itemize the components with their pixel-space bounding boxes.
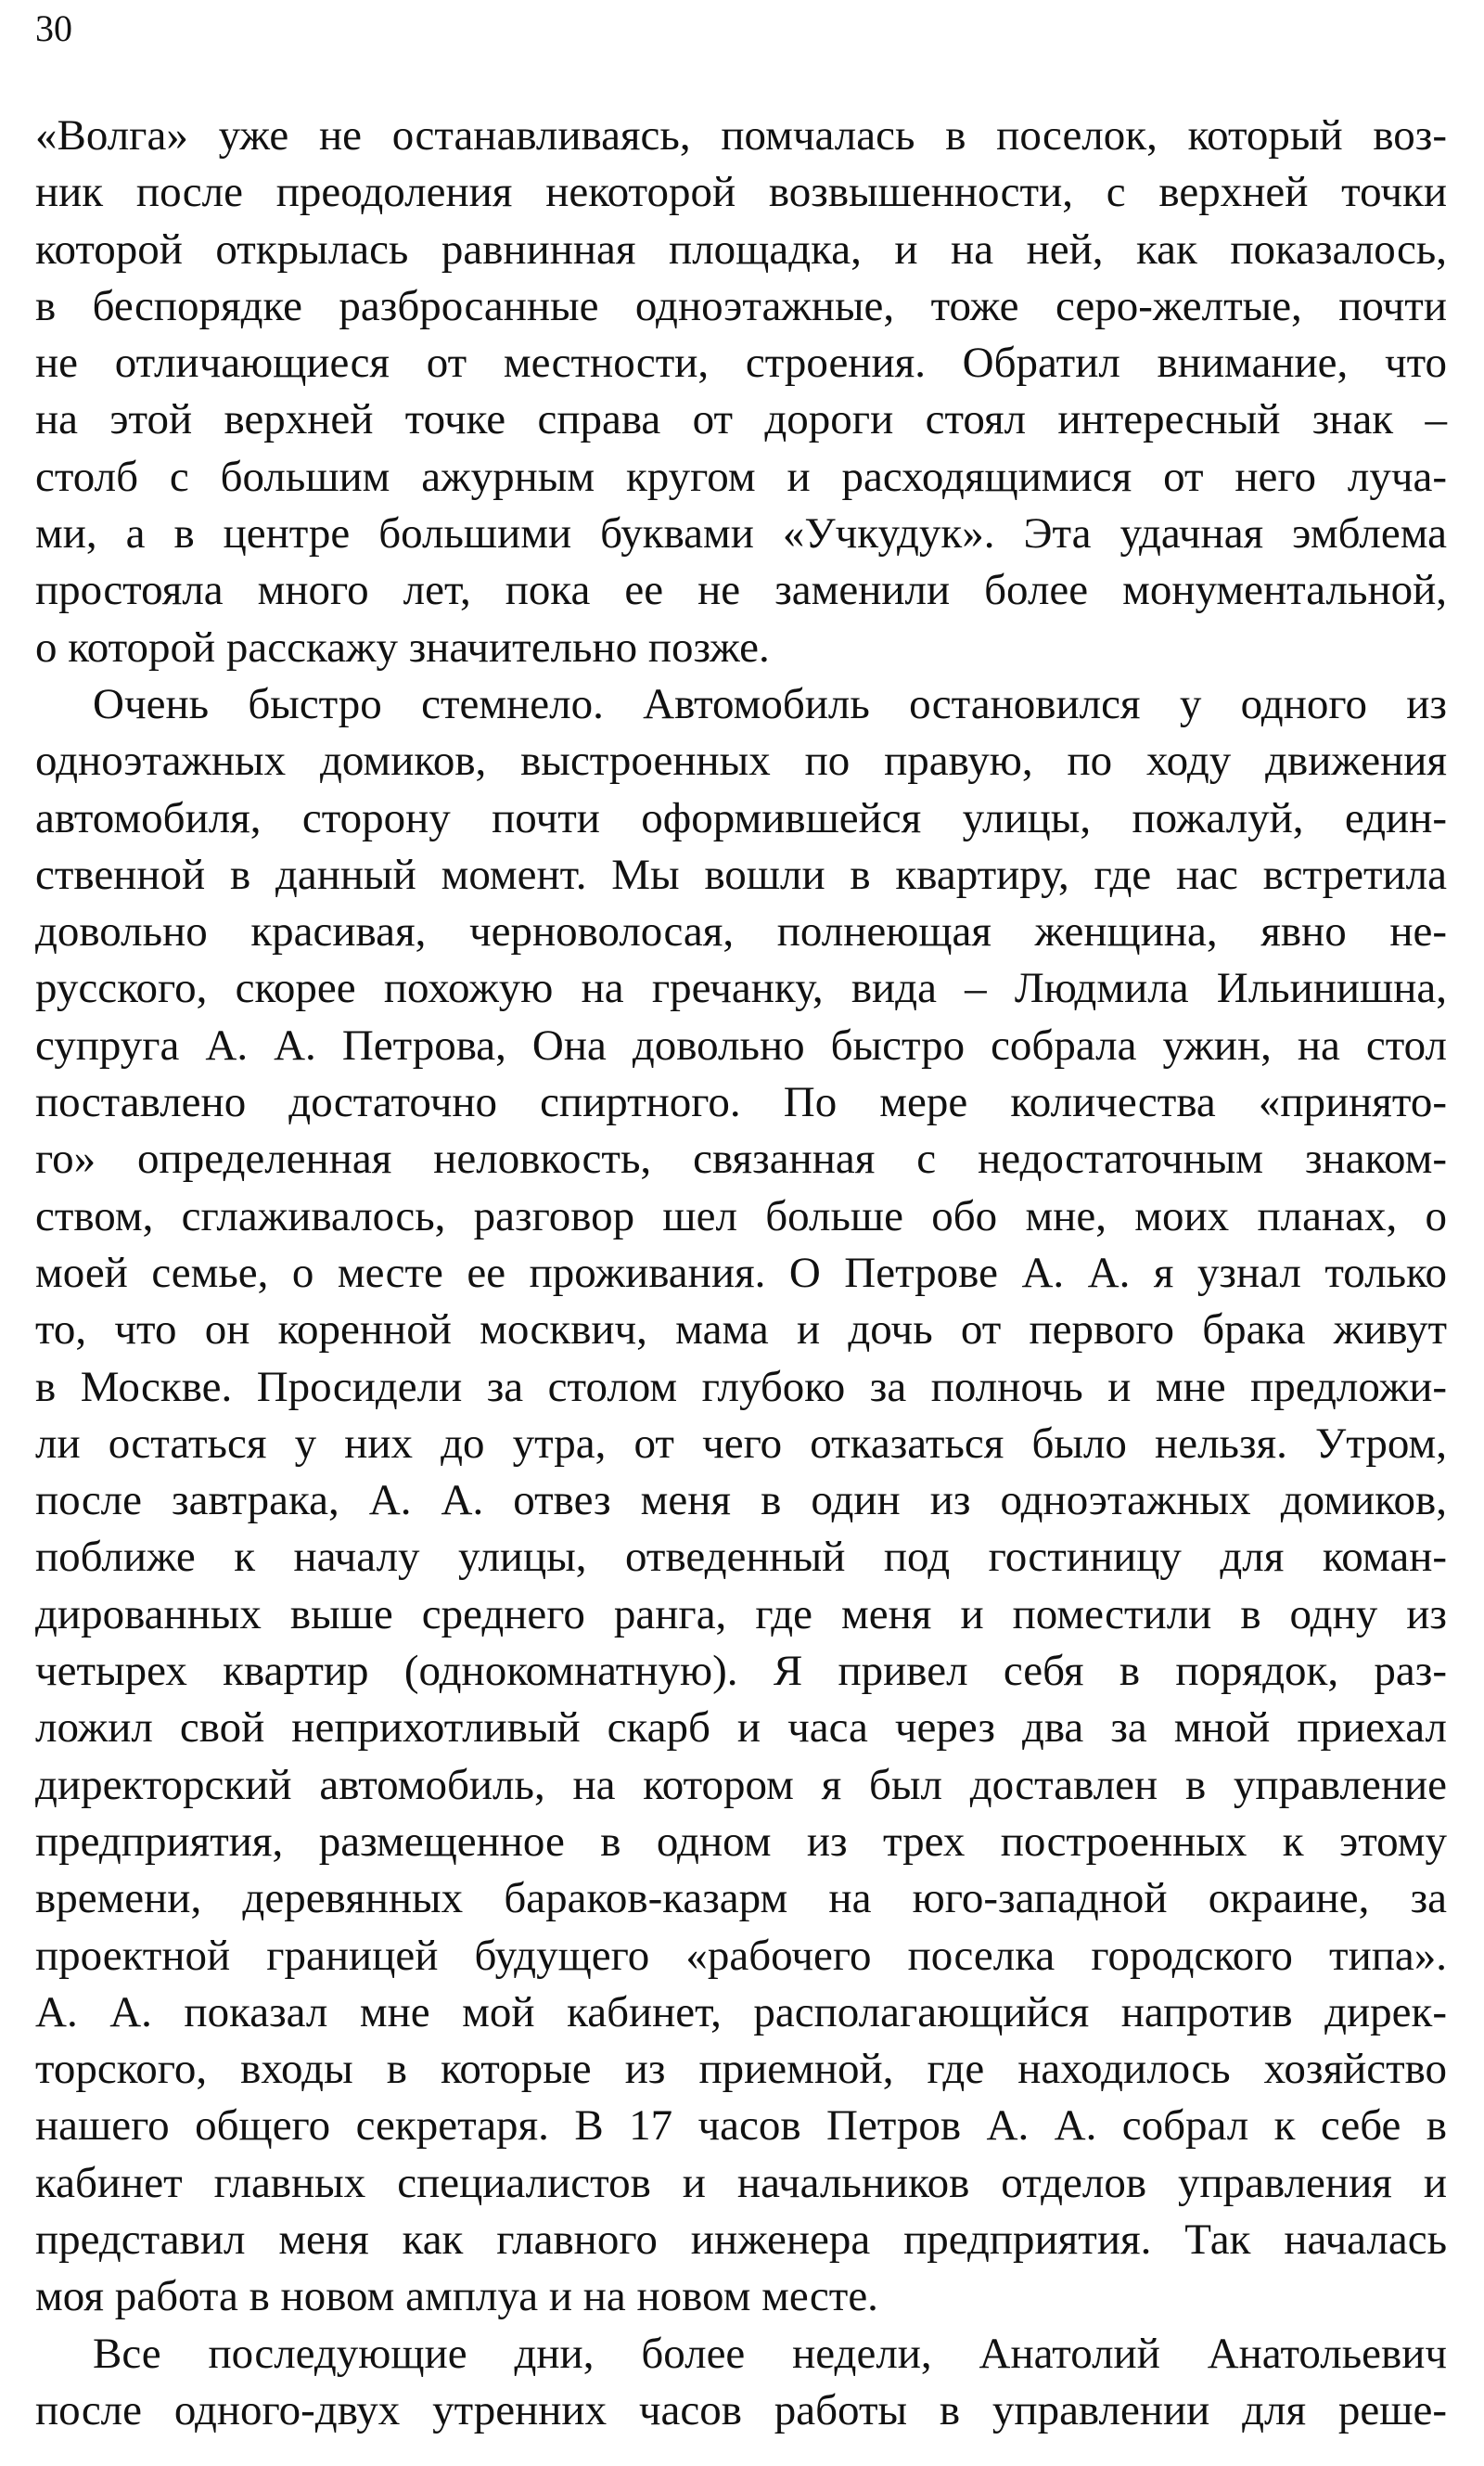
text-line: ложил свой неприхотливый скарб и часа через два за мной приехал [35,1703,1447,1753]
text-line: ством, сглаживалось, разговор шел больше обо мне, моих планах, о [35,1191,1447,1240]
text-line: торского, входы в которые из приемной, где находилось хозяйство [35,2045,1447,2094]
text-line: моей семье, о месте ее проживания. О Петрове А. А. я узнал только [35,1248,1447,1297]
text-line: четырех квартир (однокомнатную). Я привел себя в порядок, раз- [35,1647,1447,1696]
body-text [35,108,1447,2439]
text-line: ственной в данный момент. Мы вошли в квартиру, где нас встретила [35,850,1447,899]
text-line: директорский автомобиль, на котором я был доставлен в управление [35,1760,1447,1809]
text-line: А. А. показал мне мой кабинет, располагающийся напротив дирек- [35,1987,1447,2036]
text-line: в Москве. Просидели за столом глубоко за полночь и мне предложи- [35,1362,1447,1411]
text-line: поставлено достаточно спиртного. По мере количества «принято- [35,1078,1447,1127]
text-line: Все последующие дни, более недели, Анатолий Анатольевич [93,2329,1447,2378]
text-line: го» определенная неловкость, связанная с недостаточным знаком- [35,1135,1447,1184]
text-line: о которой расскажу значительно позже. [35,623,770,672]
text-line: предприятия, размещенное в одном из трех построенных к этому [35,1817,1447,1866]
text-line: в беспорядке разбросанные одноэтажные, тоже серо-желтые, почти [35,281,1447,330]
text-line: после завтрака, А. А. отвез меня в один из одноэтажных домиков, [35,1476,1447,1525]
text-line: русского, скорее похожую на гречанку, вида – Людмила Ильинишна, [35,964,1447,1013]
text-line: простояла много лет, пока ее не заменили более монументальной, [35,566,1447,615]
text-line: «Волга» уже не останавливаясь, помчалась в поселок, который воз- [35,111,1447,160]
text-line: довольно красивая, черноволосая, полнеющая женщина, явно не- [35,907,1447,957]
text-line: которой открылась равнинная площадка, и на ней, как показалось, [35,225,1447,274]
text-line: дированных выше среднего ранга, где меня и поместили в одну из [35,1589,1447,1638]
text-line: поближе к началу улицы, отведенный под гостиницу для коман- [35,1533,1447,1582]
text-line: автомобиля, сторону почти оформившейся улицы, пожалуй, един- [35,793,1447,842]
text-line: времени, деревянных бараков-казарм на юго-западной окраине, за [35,1874,1447,1923]
text-line: проектной границей будущего «рабочего поселка городского типа». [35,1931,1447,1980]
text-line: представил меня как главного инженера предприятия. Так началась [35,2215,1447,2264]
text-line: то, что он коренной москвич, мама и дочь от первого брака живут [35,1305,1447,1355]
text-line: нашего общего секретаря. В 17 часов Петров А. А. собрал к себе в [35,2101,1447,2151]
page-number: 30 [35,7,72,49]
text-line: не отличающиеся от местности, строения. Обратил внимание, что [35,339,1447,388]
text-line: одноэтажных домиков, выстроенных по правую, по ходу движения [35,737,1447,786]
text-line: Очень быстро стемнело. Автомобиль остановился у одного из [93,679,1447,728]
text-line: ми, а в центре большими буквами «Учкудук». Эта удачная эмблема [35,509,1447,559]
text-line: ник после преодоления некоторой возвышенности, с верхней точки [35,168,1447,217]
text-line: ли остаться у них до утра, от чего отказаться было нельзя. Утром, [35,1419,1447,1468]
text-line: столб с большим ажурным кругом и расходящимися от него луча- [35,452,1447,501]
text-line: на этой верхней точке справа от дороги стоял интересный знак – [35,395,1447,444]
text-line: после одного-двух утренних часов работы в управлении для реше- [35,2385,1447,2434]
text-line: кабинет главных специалистов и начальников отделов управления и [35,2158,1447,2207]
text-line: моя работа в новом амплуа и на новом месте. [35,2272,878,2321]
text-line: супруга А. А. Петрова, Она довольно быстро собрала ужин, на стол [35,1021,1447,1070]
